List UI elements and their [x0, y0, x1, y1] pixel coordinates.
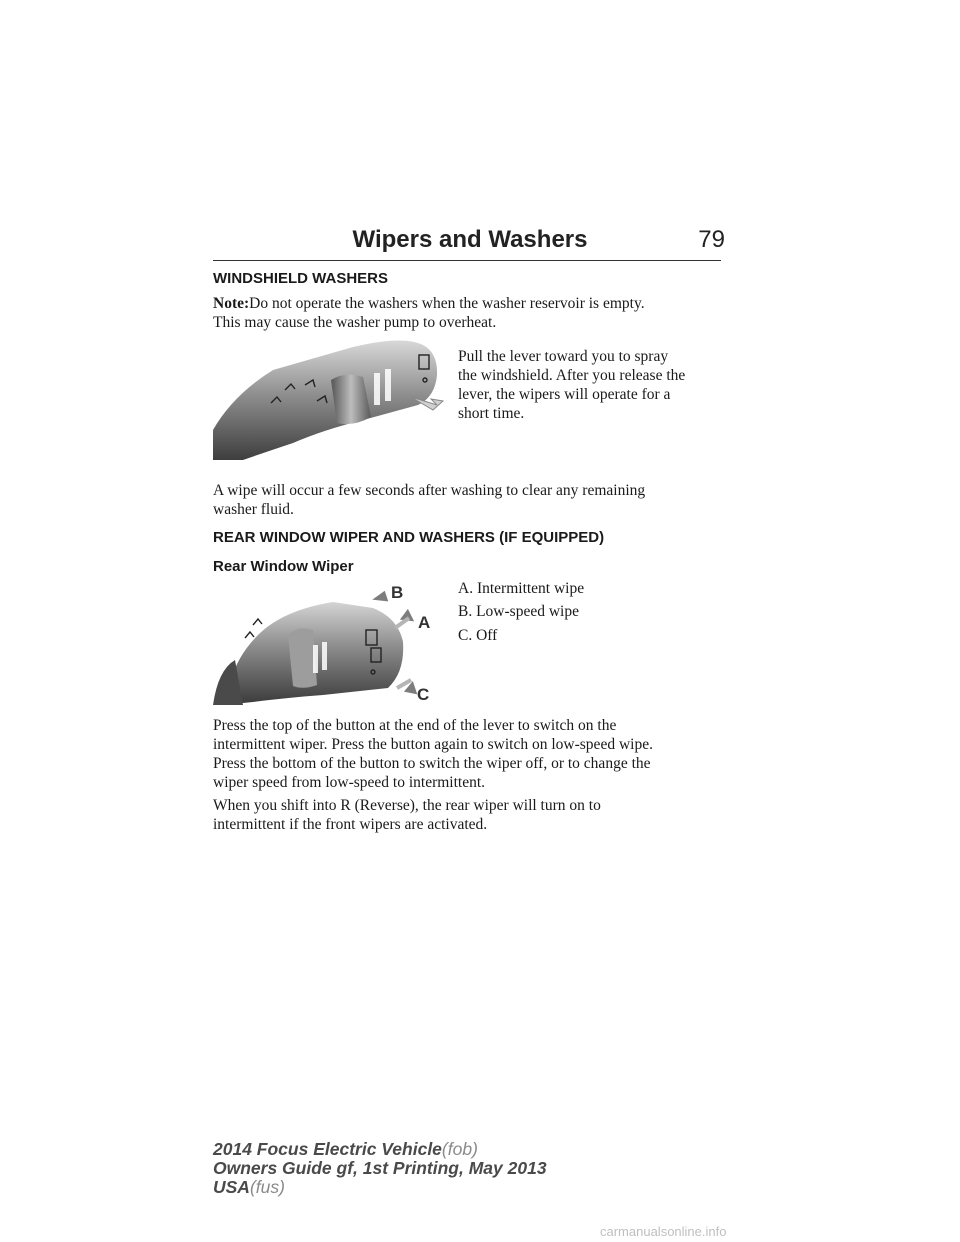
instruction-line: lever, the wipers will operate for a [458, 386, 671, 403]
legend-item-b: B. Low-speed wipe [458, 603, 579, 620]
washer-instruction-paragraph [458, 347, 728, 423]
wipe-after-wash-paragraph [213, 481, 733, 519]
footer-market: USA [213, 1177, 250, 1197]
document-footer [213, 1140, 547, 1197]
callout-c: C [417, 685, 430, 704]
press-line: Press the top of the button at the end of the lever to switch on the [213, 717, 617, 734]
footer-guide: Owners Guide gf, 1st Printing, May 2013 [213, 1158, 547, 1178]
instruction-line: the windshield. After you release the [458, 367, 686, 384]
footer-market-code: (fus) [249, 1177, 285, 1197]
press-button-paragraph [213, 716, 743, 792]
legend-item-c: C. Off [458, 627, 498, 644]
wipe-line: A wipe will occur a few seconds after washing to clear any remaining [213, 482, 646, 499]
callout-b: B [391, 583, 404, 602]
note-label: Note: [213, 295, 250, 312]
callout-a: A [418, 613, 431, 632]
reverse-line: When you shift into R (Reverse), the rear wiper will turn on to [213, 797, 601, 814]
footer-vehicle: 2014 Focus Electric Vehicle [213, 1139, 442, 1159]
page-title: Wipers and Washers [352, 226, 588, 253]
instruction-line: Pull the lever toward you to spray [458, 348, 669, 365]
legend-item-a: A. Intermittent wipe [458, 580, 585, 597]
wiper-lever-washer-illustration [213, 335, 448, 460]
section-heading-rear-window: REAR WINDOW WIPER AND WASHERS (IF EQUIPPED) [213, 529, 605, 546]
press-line: Press the bottom of the button to switch the wiper off, or to change the [213, 755, 651, 772]
wipe-line: washer fluid. [213, 501, 294, 518]
press-line: intermittent wiper. Press the button again to switch on low-speed wipe. [213, 736, 653, 753]
reverse-line: intermittent if the front wipers are activated. [213, 816, 488, 833]
subheading-rear-window-wiper: Rear Window Wiper [213, 558, 354, 575]
page-number: 79 [698, 226, 725, 253]
note-paragraph [213, 294, 733, 332]
instruction-line: short time. [458, 405, 525, 422]
header-rule [213, 260, 721, 261]
reverse-paragraph [213, 796, 733, 834]
note-line-2: This may cause the washer pump to overheat. [213, 314, 497, 331]
footer-vehicle-code: (fob) [441, 1139, 478, 1159]
watermark: carmanualsonline.info [600, 1224, 727, 1239]
section-heading-windshield-washers: WINDSHIELD WASHERS [213, 270, 389, 287]
press-line: wiper speed from low-speed to intermittent. [213, 774, 486, 791]
rear-wiper-lever-illustration [213, 580, 443, 705]
note-line-1: Do not operate the washers when the washer reservoir is empty. [249, 295, 645, 312]
